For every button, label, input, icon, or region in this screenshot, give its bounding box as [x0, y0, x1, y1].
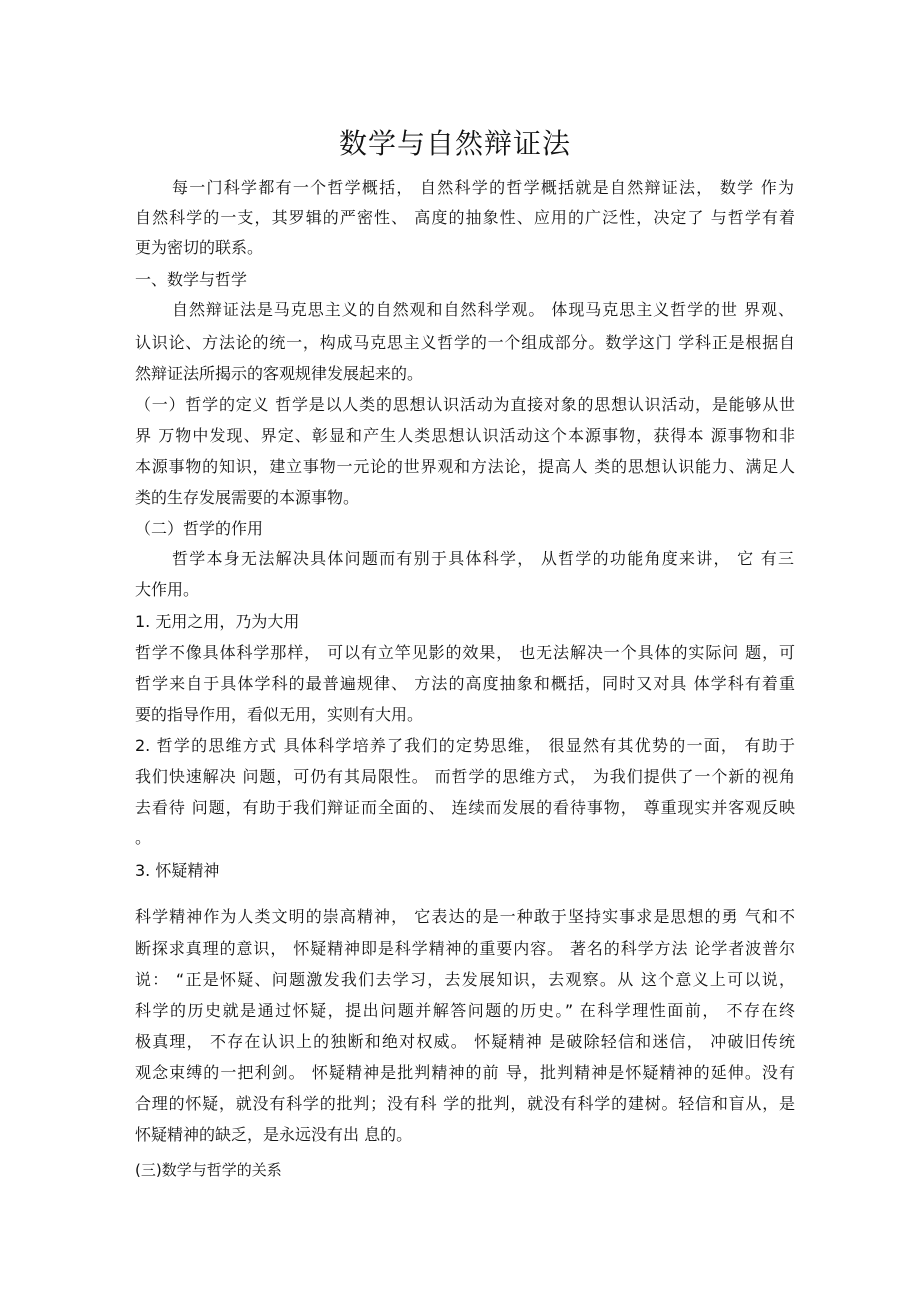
paragraph-line: 极真理， 不存在认识上的独断和绝对权威。 怀疑精神 是破除轻信和迷信， 冲破旧传统 — [135, 1032, 795, 1051]
subsection-heading: (三)数学与哲学的关系 — [135, 1161, 282, 1179]
paragraph-line: 自然辩证法是马克思主义的自然观和自然科学观。 体现马克思主义哲学的世 界观、 — [172, 300, 794, 319]
paragraph-line: 断探求真理的意识， 怀疑精神即是科学精神的重要内容。 著名的科学方法 论学者波普尔 — [135, 939, 795, 958]
paragraph-line: 更为密切的联系。 — [135, 238, 264, 257]
paragraph-line: 观念束缚的一把利剑。 怀疑精神是批判精神的前 导，批判精神是怀疑精神的延伸。没有 — [135, 1063, 795, 1082]
paragraph-line: 界 万物中发现、界定、彰显和产生人类思想认识活动这个本源事物，获得本 源事物和非 — [135, 426, 795, 445]
paragraph-line: 哲学来自于具体学科的最普遍规律、 方法的高度抽象和概括，同时又对具 体学科有着重 — [135, 674, 795, 693]
paragraph-line: 类的生存发展需要的本源事物。 — [135, 488, 360, 507]
paragraph-line: 科学精神作为人类文明的崇高精神， 它表达的是一种敢于坚持实事求是思想的勇 气和不 — [135, 907, 795, 926]
paragraph-line: 去看待 问题，有助于我们辩证而全面的、 连续而发展的看待事物， 尊重现实并客观反映 — [135, 798, 795, 817]
paragraph-line: 哲学不像具体科学那样， 可以有立竿见影的效果， 也无法解决一个具体的实际问 题，可 — [135, 643, 795, 662]
paragraph-line: 。 — [135, 828, 152, 847]
paragraph-line: 自然科学的一支，其罗辑的严密性、 高度的抽象性、应用的广泛性，决定了 与哲学有着 — [135, 208, 795, 227]
paragraph-line: 2. 哲学的思维方式 具体科学培养了我们的定势思维， 很显然有其优势的一面， 有助于 — [135, 736, 795, 755]
paragraph-line: （一）哲学的定义 哲学是以人类的思想认识活动为直接对象的思想认识活动，是能够从世 — [135, 395, 795, 414]
paragraph-line: 科学的历史就是通过怀疑，提出问题并解答问题的历史。” 在科学理性面前， 不存在终 — [135, 1001, 795, 1020]
subsection-heading: （二）哲学的作用 — [135, 519, 264, 538]
document-title: 数学与自然辩证法 — [338, 127, 571, 160]
paragraph-line: 合理的怀疑，就没有科学的批判；没有科 学的批判，就没有科学的建树。轻信和盲从，是 — [135, 1094, 795, 1113]
paragraph-line: 然辩证法所揭示的客观规律发展起来的。 — [135, 364, 424, 383]
paragraph-line: 说： “正是怀疑、问题激发我们去学习，去发展知识，去观察。从 这个意义上可以说， — [135, 970, 795, 989]
paragraph-line: 认识论、方法论的统一，构成马克思主义哲学的一个组成部分。数学这门 学科正是根据自 — [135, 333, 795, 352]
paragraph-line: 我们快速解决 问题，可仍有其局限性。 而哲学的思维方式， 为我们提供了一个新的视角 — [135, 767, 795, 786]
paragraph-line: 要的指导作用，看似无用，实则有大用。 — [135, 705, 424, 724]
paragraph-line: 大作用。 — [135, 580, 200, 599]
paragraph-line: 本源事物的知识，建立事物一元论的世界观和方法论，提高人 类的思想认识能力、满足人 — [135, 457, 795, 476]
paragraph-line: 每一门科学都有一个哲学概括， 自然科学的哲学概括就是自然辩证法， 数学 作为 — [172, 178, 794, 197]
numbered-heading: 1. 无用之用，乃为大用 — [135, 612, 300, 631]
paragraph-line: 怀疑精神的缺乏，是永远没有出 息的。 — [135, 1125, 413, 1144]
numbered-heading: 3. 怀疑精神 — [135, 861, 220, 880]
paragraph-line: 哲学本身无法解决具体问题而有别于具体科学， 从哲学的功能角度来讲， 它 有三 — [172, 549, 794, 568]
section-heading: 一、数学与哲学 — [135, 270, 248, 289]
